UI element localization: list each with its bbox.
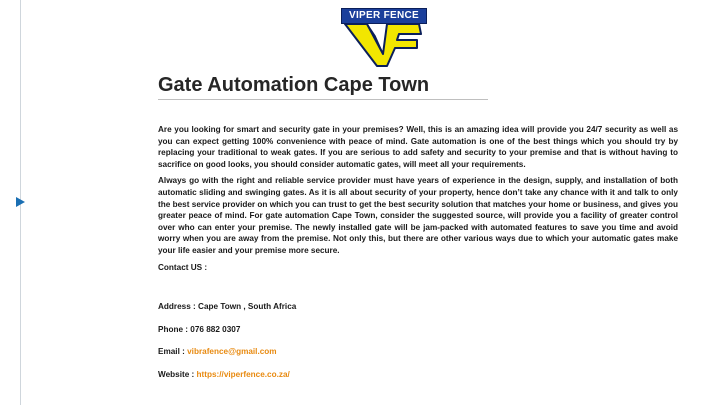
viper-fence-logo [337, 6, 429, 68]
address-label: Address : [158, 302, 199, 312]
email-line [158, 346, 678, 358]
email-label: Email : [158, 347, 188, 357]
website-line [158, 369, 678, 381]
website-label: Website : [158, 369, 197, 379]
phone-value: 076 882 0307 [190, 324, 241, 334]
content-body [158, 124, 678, 392]
address-value: Cape Town , South Africa [198, 302, 297, 312]
phone-line [158, 324, 678, 336]
arrow-bullet-icon [16, 197, 25, 207]
website-link[interactable]: https://viperfence.co.za/ [196, 369, 290, 379]
page-title: Gate Automation Cape Town [158, 74, 430, 96]
address-line [158, 301, 678, 313]
email-link[interactable]: vibrafence@gmail.com [187, 347, 277, 357]
detail-paragraph: Always go with the right and reliable service provider must have years of experience in the design, supply, and installation of both automatic sliding and swinging gates. As it is all about security of your property, hence don’t take any chance with it and talk to only the best service provider on which you can trust to get the best security solution that matches your home or business, and gives you greater peace of mind. For gate automation Cape Town, consider the suggested source, will provide you a facility of greater control over who can enter your premise. The newly installed gate will be jam-packed with automated features to save you time and avoid worry when you are away from the premise. Not only this, but there are other various ways due to which your automatic gates make your life easier and your premise more secure. [158, 176, 678, 255]
vf-mark-icon [337, 20, 429, 68]
phone-label: Phone : [158, 324, 191, 334]
title-underline [158, 99, 488, 100]
logo-banner-text: VIPER FENCE [341, 8, 427, 24]
intro-paragraph: Are you looking for smart and security gate in your premises? Well, this is an amazing idea will provide you 24/7 security as well as you can expect getting 100% convenience with peace of mind. Gate automation is one of the best things which you should try by replacing your traditional to weak gates. If you are serious to add safety and security to your premise and that is without having to sacrifice on good looks, you should consider automatic gates, will meet all your requirements. [158, 125, 678, 169]
contact-heading: Contact US : [158, 262, 208, 272]
